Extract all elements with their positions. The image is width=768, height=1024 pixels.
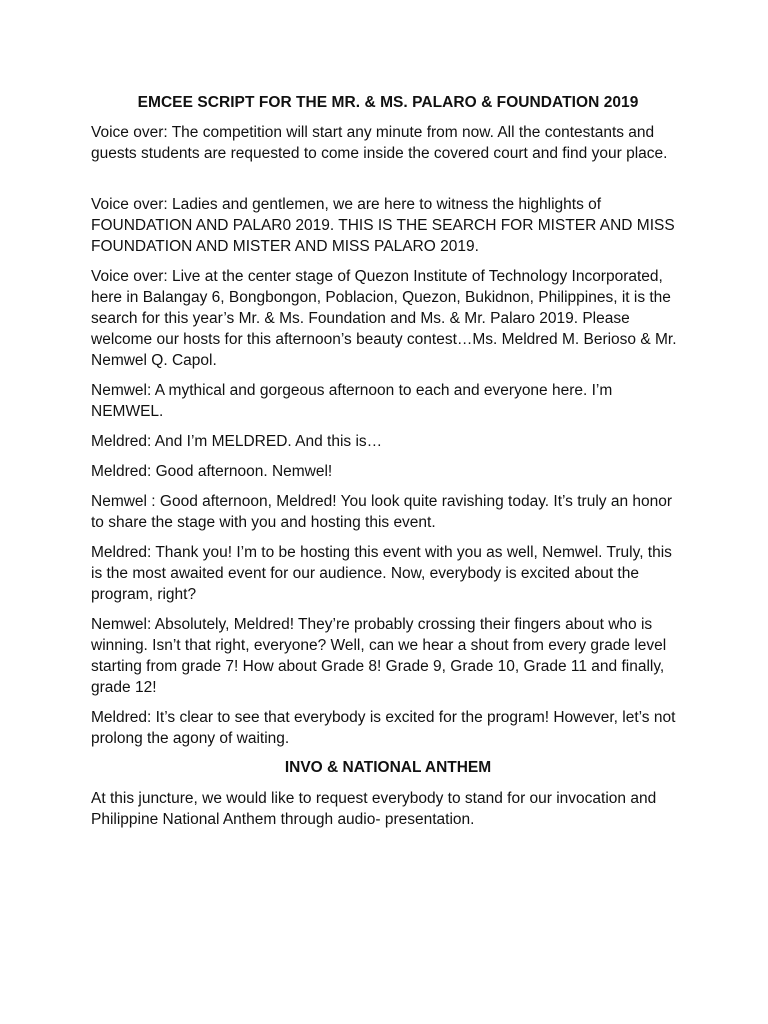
paragraph-voice-over-2: Voice over: Ladies and gentlemen, we are here to witness the highlights of FOUNDATION AND PALAR0 2019. THIS IS THE SEARCH FOR MISTER AND MISS FOUNDATION AND MISTER AND MISS PALARO 2019. (91, 196, 675, 255)
paragraph-nemwel-greeting: Nemwel : Good afternoon, Meldred! You look quite ravishing today. It’s truly an honor to share the stage with you and hosting this event. (91, 493, 673, 531)
paragraph-meldred-greeting: Meldred: Good afternoon. Nemwel! (91, 463, 333, 480)
paragraph-nemwel-shout: Nemwel: Absolutely, Meldred! They’re probably crossing their fingers about who is winning. Isn’t that right, everyone? Well, can we hear a shout from every grade level starting from grade 7! How about Grade 8! Grade 9, Grade 10, Grade 11 and finally, grade 12! (91, 616, 667, 696)
section-heading-invo-anthem: INVO & NATIONAL ANTHEM (284, 759, 492, 776)
paragraph-voice-over-3: Voice over: Live at the center stage of Quezon Institute of Technology Incorporated, here in Balangay 6, Bongbongon, Poblacion, Quezon, Bukidnon, Philippines, it is the search for this year’s Mr. & Ms. Foundation and Ms. & Mr. Palaro 2019. Please welcome our hosts for this afternoon’s beauty contest…Ms. Meldred M. Berioso & Mr. Nemwel Q. Capol. (91, 268, 677, 369)
paragraph-meldred-excited: Meldred: It’s clear to see that everybody is excited for the program! However, let’s not prolong the agony of waiting. (91, 709, 676, 747)
paragraph-meldred-intro: Meldred: And I’m MELDRED. And this is… (91, 433, 383, 450)
paragraph-nemwel-intro: Nemwel: A mythical and gorgeous afternoon to each and everyone here. I’m NEMWEL. (91, 382, 613, 420)
document-title: EMCEE SCRIPT FOR THE MR. & MS. PALARO & FOUNDATION 2019 (137, 94, 639, 111)
paragraph-invocation-request: At this juncture, we would like to request everybody to stand for our invocation and Philippine National Anthem through audio- presentation. (91, 790, 657, 828)
paragraph-meldred-thanks: Meldred: Thank you! I’m to be hosting this event with you as well, Nemwel. Truly, this is the most awaited event for our audience. Now, everybody is excited about the program, right? (91, 544, 672, 603)
paragraph-voice-over-1: Voice over: The competition will start any minute from now. All the contestants and guests students are requested to come inside the covered court and find your place. (91, 124, 668, 162)
document-body (91, 93, 685, 839)
